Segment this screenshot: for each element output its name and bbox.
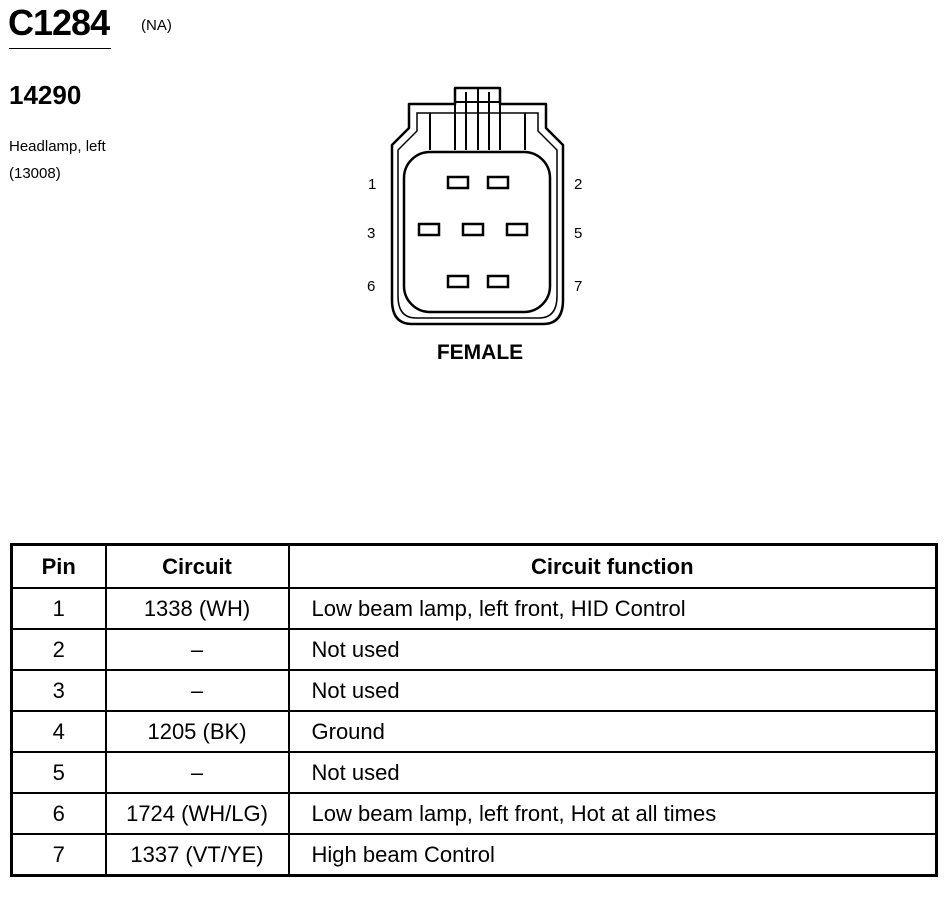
- connector-id: C1284: [8, 2, 110, 43]
- pin-cavity-2: [488, 177, 508, 188]
- pin-cell: 2: [12, 629, 106, 670]
- circuit-cell: –: [106, 670, 289, 711]
- function-cell: High beam Control: [289, 834, 937, 876]
- circuit-cell: –: [106, 752, 289, 793]
- pin-label-2: 2: [574, 176, 583, 193]
- table-row: [12, 752, 937, 793]
- pin-cell: 5: [12, 752, 106, 793]
- pinout-table: [10, 543, 938, 877]
- table-row: [12, 793, 937, 834]
- function-cell: Ground: [289, 711, 937, 752]
- column-header-pin: Pin: [12, 545, 106, 589]
- pin-cavity-1: [448, 177, 468, 188]
- circuit-cell: –: [106, 629, 289, 670]
- component-code: (13008): [9, 165, 61, 182]
- pin-cavities: [419, 177, 527, 287]
- pin-cell: 7: [12, 834, 106, 876]
- table-row: [12, 834, 937, 876]
- table-row: [12, 629, 937, 670]
- pin-cavity-3: [419, 224, 439, 235]
- table-row: [12, 588, 937, 629]
- pin-cell: 1: [12, 588, 106, 629]
- pin-label-6: 6: [367, 278, 376, 295]
- market-code: (NA): [141, 17, 172, 34]
- pin-cell: 3: [12, 670, 106, 711]
- column-header-function: Circuit function: [289, 545, 937, 589]
- function-cell: Low beam lamp, left front, Hot at all times: [289, 793, 937, 834]
- pin-cavity-7: [488, 276, 508, 287]
- circuit-cell: 1338 (WH): [106, 588, 289, 629]
- function-cell: Low beam lamp, left front, HID Control: [289, 588, 937, 629]
- pin-cavity-5: [507, 224, 527, 235]
- component-name: Headlamp, left: [9, 138, 106, 155]
- pin-cell: 6: [12, 793, 106, 834]
- table-row: [12, 670, 937, 711]
- function-cell: Not used: [289, 670, 937, 711]
- pin-label-1: 1: [368, 176, 377, 193]
- function-cell: Not used: [289, 752, 937, 793]
- pin-cavity-4: [463, 224, 483, 235]
- pin-cell: 4: [12, 711, 106, 752]
- connector-latch: [430, 88, 525, 150]
- circuit-cell: 1337 (VT/YE): [106, 834, 289, 876]
- table-header-row: [12, 545, 937, 589]
- circuit-cell: 1724 (WH/LG): [106, 793, 289, 834]
- table-row: [12, 711, 937, 752]
- pin-label-5: 5: [574, 225, 583, 242]
- column-header-circuit: Circuit: [106, 545, 289, 589]
- connector-gender-label: FEMALE: [436, 341, 524, 364]
- part-number: 14290: [9, 80, 82, 110]
- pin-label-7: 7: [574, 278, 583, 295]
- pin-label-3: 3: [367, 225, 376, 242]
- function-cell: Not used: [289, 629, 937, 670]
- circuit-cell: 1205 (BK): [106, 711, 289, 752]
- pin-cavity-6: [448, 276, 468, 287]
